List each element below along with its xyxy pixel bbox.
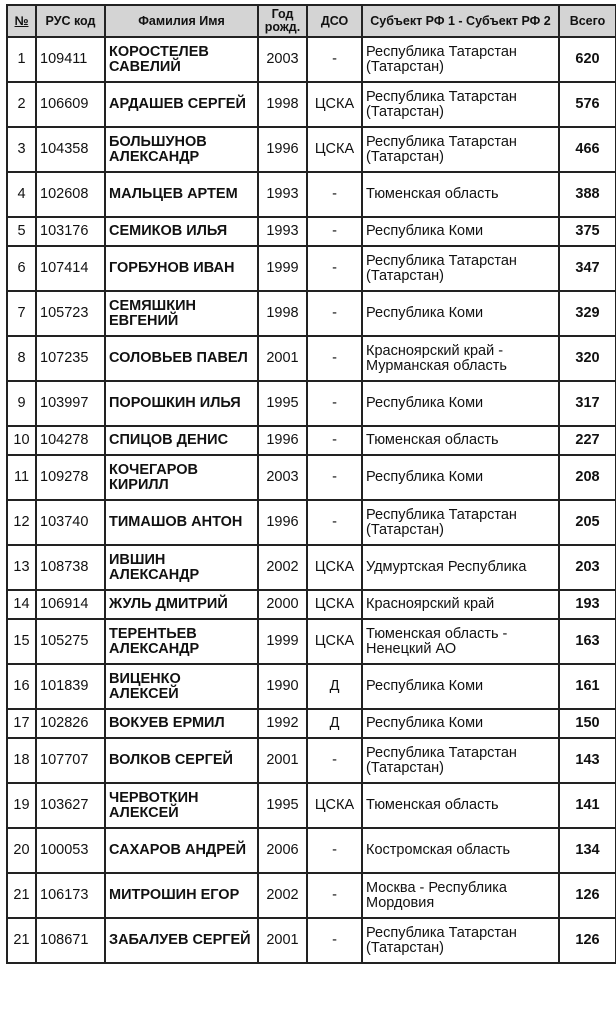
- table-row: [7, 918, 616, 963]
- rus-code-cell: 102826: [36, 709, 105, 738]
- rus-code-cell: 101839: [36, 664, 105, 709]
- region-cell: Республика Татарстан (Татарстан): [362, 246, 559, 291]
- region-cell: Республика Татарстан (Татарстан): [362, 82, 559, 127]
- athlete-name-cell: МАЛЬЦЕВ АРТЕМ: [105, 172, 258, 217]
- total-points-cell: 193: [559, 590, 616, 619]
- header-region: Субъект РФ 1 - Субъект РФ 2: [362, 5, 559, 37]
- region-cell: Тюменская область: [362, 426, 559, 455]
- birth-year-cell: 1993: [258, 217, 307, 246]
- region-cell: Республика Татарстан (Татарстан): [362, 918, 559, 963]
- rus-code-cell: 109278: [36, 455, 105, 500]
- row-number-cell: 19: [7, 783, 36, 828]
- birth-year-cell: 1990: [258, 664, 307, 709]
- table-row: [7, 590, 616, 619]
- birth-year-cell: 1996: [258, 426, 307, 455]
- total-points-cell: 126: [559, 918, 616, 963]
- region-cell: Красноярский край - Мурманская область: [362, 336, 559, 381]
- birth-year-cell: 2003: [258, 37, 307, 82]
- table-row: [7, 738, 616, 783]
- total-points-cell: 150: [559, 709, 616, 738]
- table-row: [7, 619, 616, 664]
- total-points-cell: 227: [559, 426, 616, 455]
- rus-code-cell: 107414: [36, 246, 105, 291]
- athlete-name-cell: АРДАШЕВ СЕРГЕЙ: [105, 82, 258, 127]
- athlete-name-cell: ЗАБАЛУЕВ СЕРГЕЙ: [105, 918, 258, 963]
- rus-code-cell: 105275: [36, 619, 105, 664]
- region-cell: Тюменская область: [362, 172, 559, 217]
- dso-cell: -: [307, 426, 362, 455]
- total-points-cell: 143: [559, 738, 616, 783]
- table-row: [7, 336, 616, 381]
- row-number-cell: 21: [7, 873, 36, 918]
- region-cell: Республика Татарстан (Татарстан): [362, 500, 559, 545]
- birth-year-cell: 2002: [258, 545, 307, 590]
- birth-year-cell: 1998: [258, 82, 307, 127]
- table-row: [7, 873, 616, 918]
- athlete-name-cell: ЧЕРВОТКИН АЛЕКСЕЙ: [105, 783, 258, 828]
- row-number-cell: 9: [7, 381, 36, 426]
- results-table: [6, 4, 616, 964]
- rus-code-cell: 108738: [36, 545, 105, 590]
- birth-year-cell: 1995: [258, 783, 307, 828]
- region-cell: Тюменская область - Ненецкий АО: [362, 619, 559, 664]
- athlete-name-cell: СПИЦОВ ДЕНИС: [105, 426, 258, 455]
- total-points-cell: 620: [559, 37, 616, 82]
- table-row: [7, 381, 616, 426]
- table-row: [7, 426, 616, 455]
- table-row: [7, 545, 616, 590]
- total-points-cell: 320: [559, 336, 616, 381]
- region-cell: Республика Коми: [362, 291, 559, 336]
- row-number-cell: 1: [7, 37, 36, 82]
- birth-year-cell: 2000: [258, 590, 307, 619]
- total-points-cell: 141: [559, 783, 616, 828]
- athlete-name-cell: САХАРОВ АНДРЕЙ: [105, 828, 258, 873]
- birth-year-cell: 1993: [258, 172, 307, 217]
- total-points-cell: 134: [559, 828, 616, 873]
- rus-code-cell: 102608: [36, 172, 105, 217]
- row-number-cell: 13: [7, 545, 36, 590]
- athlete-name-cell: ЖУЛЬ ДМИТРИЙ: [105, 590, 258, 619]
- athlete-name-cell: ТИМАШОВ АНТОН: [105, 500, 258, 545]
- region-cell: Республика Татарстан (Татарстан): [362, 127, 559, 172]
- row-number-cell: 16: [7, 664, 36, 709]
- table-row: [7, 455, 616, 500]
- athlete-name-cell: СЕМЯШКИН ЕВГЕНИЙ: [105, 291, 258, 336]
- rus-code-cell: 107235: [36, 336, 105, 381]
- dso-cell: Д: [307, 709, 362, 738]
- dso-cell: -: [307, 455, 362, 500]
- header-dso: ДСО: [307, 5, 362, 37]
- birth-year-cell: 1996: [258, 500, 307, 545]
- rus-code-cell: 107707: [36, 738, 105, 783]
- dso-cell: -: [307, 828, 362, 873]
- athlete-name-cell: ВОЛКОВ СЕРГЕЙ: [105, 738, 258, 783]
- row-number-cell: 17: [7, 709, 36, 738]
- region-cell: Тюменская область: [362, 783, 559, 828]
- athlete-name-cell: КОЧЕГАРОВ КИРИЛЛ: [105, 455, 258, 500]
- row-number-cell: 12: [7, 500, 36, 545]
- birth-year-cell: 2001: [258, 918, 307, 963]
- row-number-cell: 21: [7, 918, 36, 963]
- athlete-name-cell: ИВШИН АЛЕКСАНДР: [105, 545, 258, 590]
- header-code: РУС код: [36, 5, 105, 37]
- total-points-cell: 466: [559, 127, 616, 172]
- dso-cell: -: [307, 873, 362, 918]
- dso-cell: ЦСКА: [307, 545, 362, 590]
- dso-cell: -: [307, 500, 362, 545]
- header-total: Всего: [559, 5, 616, 37]
- athlete-name-cell: ТЕРЕНТЬЕВ АЛЕКСАНДР: [105, 619, 258, 664]
- birth-year-cell: 2006: [258, 828, 307, 873]
- birth-year-cell: 1995: [258, 381, 307, 426]
- total-points-cell: 317: [559, 381, 616, 426]
- dso-cell: -: [307, 381, 362, 426]
- table-row: [7, 246, 616, 291]
- athlete-name-cell: СЕМИКОВ ИЛЬЯ: [105, 217, 258, 246]
- total-points-cell: 203: [559, 545, 616, 590]
- region-cell: Удмуртская Республика: [362, 545, 559, 590]
- total-points-cell: 205: [559, 500, 616, 545]
- birth-year-cell: 1992: [258, 709, 307, 738]
- rus-code-cell: 106173: [36, 873, 105, 918]
- row-number-cell: 15: [7, 619, 36, 664]
- total-points-cell: 375: [559, 217, 616, 246]
- row-number-cell: 10: [7, 426, 36, 455]
- rus-code-cell: 109411: [36, 37, 105, 82]
- table-row: [7, 500, 616, 545]
- birth-year-cell: 2003: [258, 455, 307, 500]
- athlete-name-cell: ВОКУЕВ ЕРМИЛ: [105, 709, 258, 738]
- row-number-cell: 5: [7, 217, 36, 246]
- athlete-name-cell: БОЛЬШУНОВ АЛЕКСАНДР: [105, 127, 258, 172]
- dso-cell: -: [307, 291, 362, 336]
- header-year: Год рожд.: [258, 5, 307, 37]
- header-row: [7, 5, 616, 37]
- total-points-cell: 208: [559, 455, 616, 500]
- athlete-name-cell: МИТРОШИН ЕГОР: [105, 873, 258, 918]
- table-row: [7, 127, 616, 172]
- dso-cell: -: [307, 336, 362, 381]
- header-num: [7, 5, 36, 37]
- header-num-label: №: [14, 13, 29, 28]
- region-cell: Республика Коми: [362, 664, 559, 709]
- table-row: [7, 217, 616, 246]
- dso-cell: -: [307, 246, 362, 291]
- total-points-cell: 163: [559, 619, 616, 664]
- rus-code-cell: 103176: [36, 217, 105, 246]
- row-number-cell: 3: [7, 127, 36, 172]
- dso-cell: ЦСКА: [307, 82, 362, 127]
- rus-code-cell: 106609: [36, 82, 105, 127]
- table-row: [7, 172, 616, 217]
- total-points-cell: 388: [559, 172, 616, 217]
- total-points-cell: 161: [559, 664, 616, 709]
- total-points-cell: 347: [559, 246, 616, 291]
- dso-cell: ЦСКА: [307, 783, 362, 828]
- birth-year-cell: 2001: [258, 336, 307, 381]
- table-row: [7, 828, 616, 873]
- row-number-cell: 11: [7, 455, 36, 500]
- birth-year-cell: 1999: [258, 619, 307, 664]
- total-points-cell: 126: [559, 873, 616, 918]
- region-cell: Республика Татарстан (Татарстан): [362, 738, 559, 783]
- table-body: [7, 37, 616, 963]
- row-number-cell: 4: [7, 172, 36, 217]
- dso-cell: Д: [307, 664, 362, 709]
- athlete-name-cell: ГОРБУНОВ ИВАН: [105, 246, 258, 291]
- dso-cell: ЦСКА: [307, 127, 362, 172]
- rus-code-cell: 108671: [36, 918, 105, 963]
- athlete-name-cell: КОРОСТЕЛЕВ САВЕЛИЙ: [105, 37, 258, 82]
- row-number-cell: 18: [7, 738, 36, 783]
- rus-code-cell: 104358: [36, 127, 105, 172]
- row-number-cell: 14: [7, 590, 36, 619]
- row-number-cell: 7: [7, 291, 36, 336]
- region-cell: Республика Коми: [362, 381, 559, 426]
- rus-code-cell: 103740: [36, 500, 105, 545]
- birth-year-cell: 2002: [258, 873, 307, 918]
- row-number-cell: 20: [7, 828, 36, 873]
- total-points-cell: 576: [559, 82, 616, 127]
- table-row: [7, 37, 616, 82]
- table-row: [7, 291, 616, 336]
- table-row: [7, 783, 616, 828]
- birth-year-cell: 1996: [258, 127, 307, 172]
- header-name: Фамилия Имя: [105, 5, 258, 37]
- row-number-cell: 6: [7, 246, 36, 291]
- dso-cell: -: [307, 172, 362, 217]
- rus-code-cell: 104278: [36, 426, 105, 455]
- dso-cell: ЦСКА: [307, 619, 362, 664]
- region-cell: Республика Коми: [362, 217, 559, 246]
- region-cell: Костромская область: [362, 828, 559, 873]
- rus-code-cell: 103627: [36, 783, 105, 828]
- row-number-cell: 8: [7, 336, 36, 381]
- table-row: [7, 664, 616, 709]
- row-number-cell: 2: [7, 82, 36, 127]
- table-row: [7, 82, 616, 127]
- region-cell: Республика Коми: [362, 455, 559, 500]
- birth-year-cell: 1998: [258, 291, 307, 336]
- dso-cell: ЦСКА: [307, 590, 362, 619]
- region-cell: Красноярский край: [362, 590, 559, 619]
- rus-code-cell: 100053: [36, 828, 105, 873]
- table-row: [7, 709, 616, 738]
- rus-code-cell: 106914: [36, 590, 105, 619]
- athlete-name-cell: ПОРОШКИН ИЛЬЯ: [105, 381, 258, 426]
- rus-code-cell: 103997: [36, 381, 105, 426]
- region-cell: Республика Коми: [362, 709, 559, 738]
- rus-code-cell: 105723: [36, 291, 105, 336]
- dso-cell: -: [307, 37, 362, 82]
- birth-year-cell: 1999: [258, 246, 307, 291]
- birth-year-cell: 2001: [258, 738, 307, 783]
- athlete-name-cell: ВИЦЕНКО АЛЕКСЕЙ: [105, 664, 258, 709]
- dso-cell: -: [307, 738, 362, 783]
- athlete-name-cell: СОЛОВЬЕВ ПАВЕЛ: [105, 336, 258, 381]
- region-cell: Республика Татарстан (Татарстан): [362, 37, 559, 82]
- total-points-cell: 329: [559, 291, 616, 336]
- dso-cell: -: [307, 217, 362, 246]
- region-cell: Москва - Республика Мордовия: [362, 873, 559, 918]
- dso-cell: -: [307, 918, 362, 963]
